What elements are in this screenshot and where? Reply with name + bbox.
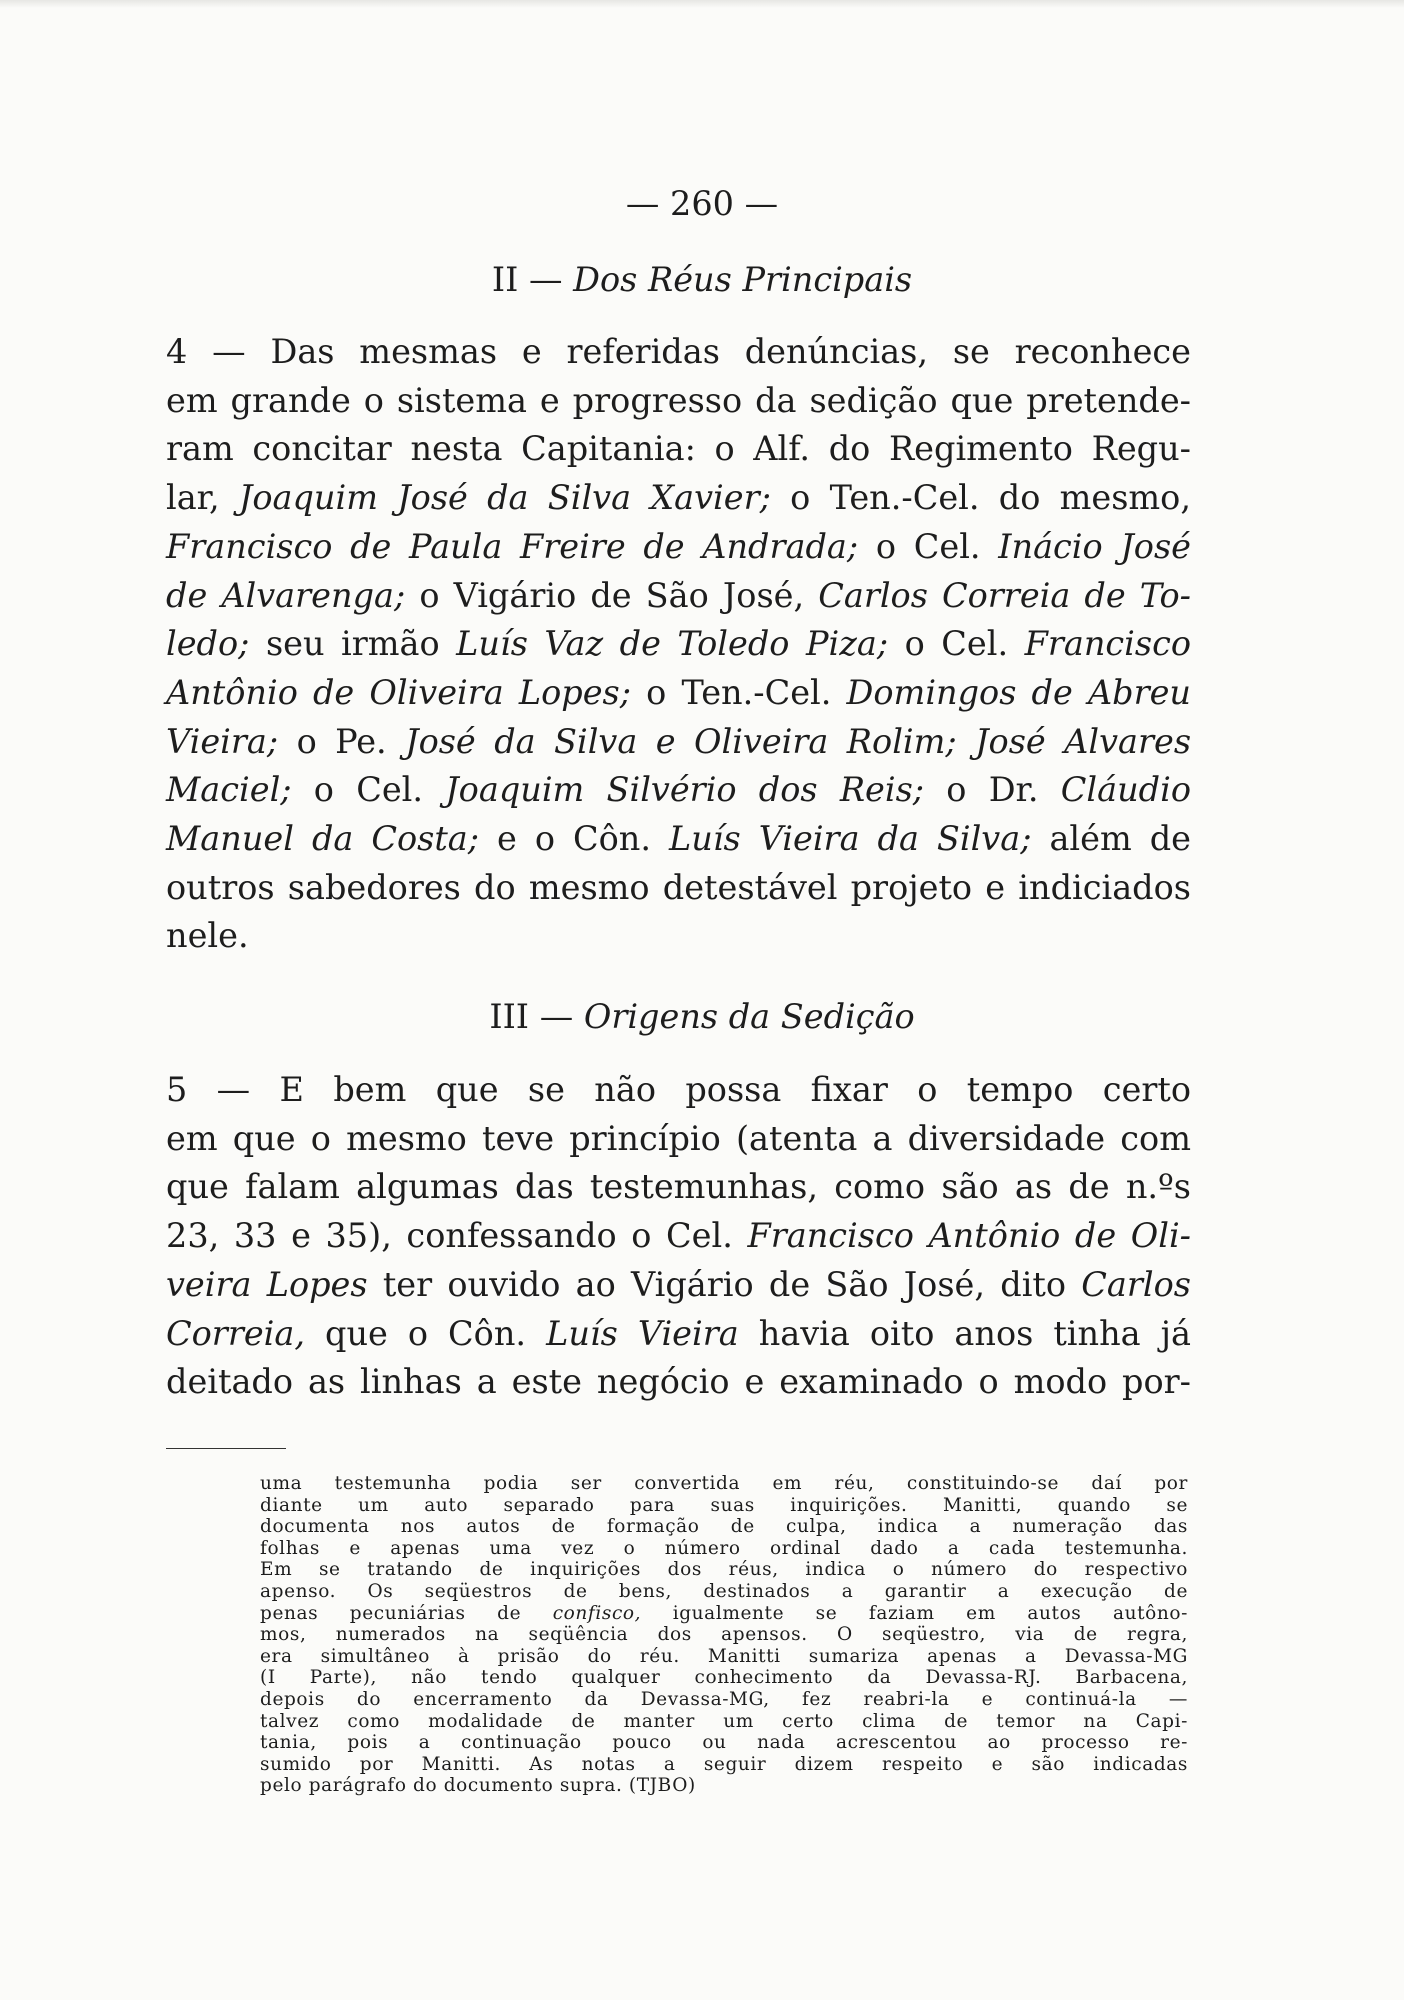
- italic-text: Carlos Correia de To-: [818, 575, 1192, 615]
- text: Em se tratando de inquirições dos réus, indica o número do respectivo: [260, 1559, 1188, 1581]
- footnote-line: [260, 1646, 1188, 1668]
- text: em que o mesmo teve princípio (atenta a diversidade com: [166, 1118, 1191, 1158]
- paragraph-line: [166, 1360, 1191, 1404]
- paragraph-line: [166, 1263, 1191, 1307]
- italic-text: Cláudio: [1060, 770, 1191, 810]
- paragraph-line: [166, 574, 1191, 618]
- text: o Cel.: [291, 770, 446, 810]
- text: 23, 33 e 35), confessando o Cel.: [166, 1216, 748, 1256]
- paragraph-line: [166, 914, 249, 958]
- text: o Cel.: [858, 526, 999, 566]
- footnote-line: [260, 1559, 1188, 1581]
- italic-text: Francisco Antônio de Oli-: [747, 1216, 1191, 1256]
- footnote-line: [260, 1473, 1188, 1495]
- italic-text: Antônio de Oliveira Lopes;: [166, 672, 632, 712]
- italic-text: José da Silva e Oliveira Rolim; José Alvares: [405, 721, 1192, 761]
- text: o Ten.-Cel. do mesmo,: [770, 478, 1191, 518]
- text: 5 — E bem que se não possa fixar o tempo certo: [166, 1070, 1191, 1109]
- paragraph-line: [166, 866, 1191, 910]
- text: havia oito anos tinha já: [738, 1313, 1191, 1353]
- text: sumido por Manitti. As notas a seguir dizem respeito e são indicadas: [260, 1753, 1188, 1775]
- italic-text: Manuel da Costa;: [166, 819, 480, 858]
- text: uma testemunha podia ser convertida em réu, constituindo-se daí por: [260, 1473, 1188, 1494]
- page-number: — 260 —: [625, 184, 779, 223]
- footnote-line: [260, 1516, 1188, 1538]
- paragraph-line: [166, 427, 1191, 471]
- text: pelo parágrafo do documento supra. (TJBO): [260, 1775, 696, 1797]
- italic-text: Luís Vieira da Silva;: [669, 819, 1032, 858]
- italic-text: Carlos: [1081, 1264, 1191, 1304]
- italic-text: Francisco: [1024, 624, 1192, 664]
- italic-text: Francisco de Paula Freire de Andrada;: [166, 526, 859, 566]
- italic-text: Correia,: [166, 1313, 305, 1353]
- italic-text: de Alvarenga;: [166, 575, 406, 615]
- footnote-line: [260, 1732, 1188, 1754]
- footnote-line: [260, 1603, 1188, 1625]
- text: em grande o sistema e progresso da sedição que pretende-: [166, 380, 1191, 420]
- paragraph-line: [166, 1214, 1191, 1258]
- italic-text: Inácio José: [998, 526, 1191, 566]
- text: o Vigário de São José,: [405, 575, 819, 615]
- footnote-rule: [166, 1448, 286, 1449]
- text: 4 — Das mesmas e referidas denúncias, se reconhece: [166, 332, 1191, 371]
- text: (I Parte), não tendo qualquer conhecimento da Devassa-RJ. Barbacena,: [260, 1667, 1188, 1689]
- italic-text: Vieira;: [166, 721, 279, 761]
- italic-text: Maciel;: [166, 770, 292, 810]
- italic-text: Joaquim José da Silva Xavier;: [238, 478, 771, 518]
- section-3-heading: [0, 995, 1404, 1039]
- footnote-line: [260, 1624, 1188, 1646]
- paragraph-line: [166, 720, 1191, 764]
- text: penas pecuniárias de: [260, 1602, 553, 1624]
- text: o Dr.: [924, 770, 1061, 810]
- text: depois do encerramento da Devassa-MG, fez reabri-la e continuá-la —: [260, 1689, 1188, 1710]
- text: o Cel.: [888, 624, 1025, 664]
- text: era simultâneo à prisão do réu. Manitti sumariza apenas a Devassa-MG: [260, 1645, 1188, 1667]
- italic-text: veira Lopes: [166, 1264, 368, 1304]
- paragraph-line: [166, 817, 1191, 861]
- text: que o Côn.: [305, 1313, 547, 1353]
- italic-text: Domingos de Abreu: [846, 672, 1191, 712]
- italic-text: confisco,: [552, 1602, 642, 1624]
- text: apenso. Os seqüestros de bens, destinados a garantir a execução de: [260, 1581, 1188, 1602]
- paragraph-line: [166, 476, 1191, 520]
- text: deitado as linhas a este negócio e examinado o modo por-: [166, 1362, 1191, 1402]
- footnote-line: [260, 1581, 1188, 1603]
- paragraph-line: [166, 330, 1191, 374]
- text: lar,: [166, 478, 239, 518]
- text: folhas e apenas uma vez o número ordinal dado a cada testemunha.: [260, 1537, 1188, 1559]
- paragraph-line: [166, 525, 1191, 569]
- paragraph-line: [166, 671, 1191, 715]
- paragraph-line: [166, 1165, 1191, 1209]
- text: ter ouvido ao Vigário de São José, dito: [367, 1264, 1082, 1304]
- footnote-line: [260, 1538, 1188, 1560]
- paragraph-line: [166, 1312, 1191, 1356]
- text: o Pe.: [278, 721, 406, 761]
- text: nele.: [166, 916, 249, 956]
- text: mos, numerados na seqüência dos apensos. O seqüestro, via de regra,: [260, 1624, 1188, 1646]
- text: além de: [1031, 819, 1191, 858]
- text: que falam algumas das testemunhas, como são as de n.ºs: [166, 1167, 1191, 1207]
- text: documenta nos autos de formação de culpa, indica a numeração das: [260, 1516, 1188, 1538]
- text: o Ten.-Cel.: [631, 672, 847, 712]
- italic-text: Joaquim Silvério dos Reis;: [445, 770, 925, 810]
- section-2-number: II —: [491, 260, 563, 299]
- paragraph-line: [166, 1068, 1191, 1112]
- text: talvez como modalidade de manter um certo clima de temor na Capi-: [260, 1710, 1188, 1732]
- paragraph-line: [166, 379, 1191, 423]
- paragraph-line: [166, 1117, 1191, 1161]
- paragraph-line: [166, 768, 1191, 812]
- text: e o Côn.: [479, 819, 669, 858]
- italic-text: Luís Vieira: [546, 1313, 739, 1353]
- footnote-line: [260, 1754, 1188, 1776]
- text: ram concitar nesta Capitania: o Alf. do Regimento Regu-: [166, 429, 1191, 469]
- footnote-line: [260, 1495, 1188, 1517]
- text: tania, pois a continuação pouco ou nada acrescentou ao processo re-: [260, 1732, 1188, 1754]
- text: outros sabedores do mesmo detestável projeto e indiciados: [166, 867, 1191, 907]
- section-3-title: Origens da Sedição: [583, 997, 915, 1036]
- text: igualmente se faziam em autos autôno-: [641, 1602, 1188, 1624]
- scan-top-edge: [0, 0, 1404, 8]
- footnote-line: [260, 1667, 1188, 1689]
- section-3-number: III —: [489, 997, 574, 1036]
- paragraph-line: [166, 622, 1191, 666]
- footnote-line: [260, 1711, 1188, 1733]
- italic-text: Luís Vaz de Toledo Piza;: [456, 624, 889, 664]
- text: seu irmão: [249, 624, 457, 664]
- section-2-title: Dos Réus Principais: [573, 260, 913, 299]
- footnote-line: [260, 1775, 696, 1797]
- footnote-line: [260, 1689, 1188, 1711]
- italic-text: ledo;: [166, 624, 250, 664]
- section-2-heading: [0, 258, 1404, 302]
- text: diante um auto separado para suas inquirições. Manitti, quando se: [260, 1494, 1188, 1516]
